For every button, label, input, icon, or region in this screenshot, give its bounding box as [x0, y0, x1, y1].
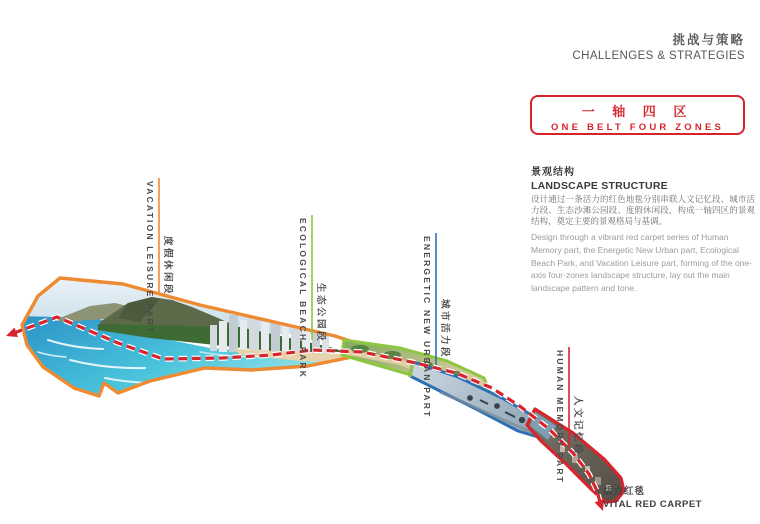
- zone-label-ecological-en: ECOLOGICAL BEACH PARK: [298, 218, 308, 380]
- zone-label-energetic-cn: 城市活力段: [439, 299, 450, 360]
- zone-label-human-memory-en: HUMAN MEMORY PART: [555, 350, 565, 485]
- page-header: [572, 30, 745, 62]
- zone-label-vacation-cn: 度假休闲段: [162, 236, 173, 297]
- carpet-arrow-left: [6, 328, 18, 338]
- section-paragraph-en: Design through a vibrant red carpet series of Human Memory part, the Energetic New Urban part, Ecological Beach Park, and Vacation Leisure part, forming of the one-axis four-zones landscape structure, lay out the main landscape pattern and tone.: [531, 232, 752, 293]
- header-title-en: CHALLENGES & STRATEGIES: [572, 50, 745, 62]
- zone-label-human-memory-cn: 人文记忆段: [572, 396, 583, 457]
- section-heading-en: LANDSCAPE STRUCTURE: [531, 180, 668, 192]
- red-carpet-label-cn: 活力红毯: [603, 486, 646, 497]
- zone-label-energetic-en: ENERGETIC NEW URBAN PART: [422, 236, 432, 419]
- section-heading-cn: 景观结构: [531, 167, 575, 178]
- badge-title-cn: 一 轴 四 区: [581, 104, 694, 119]
- zone-label-ecological-cn: 生态公园段: [315, 283, 326, 344]
- badge-title-en: ONE BELT FOUR ZONES: [550, 122, 725, 133]
- section-heading: [531, 163, 668, 192]
- red-carpet-label-en: VITAL RED CARPET: [603, 499, 702, 510]
- header-title-cn: 挑战与策略: [672, 33, 745, 47]
- zone-label-vacation-en: VACATION LEISURE PART: [145, 181, 155, 335]
- one-belt-four-zones-badge: [530, 95, 745, 135]
- red-carpet-label: [603, 483, 702, 510]
- section-paragraph-cn: 设计通过一条活力的红色地毯分别串联人文记忆段、城市活力段、生态沙滩公园段、度假休闲段，构成一轴四区的景观结构，奠定主要的景观格局与基调。: [531, 194, 755, 227]
